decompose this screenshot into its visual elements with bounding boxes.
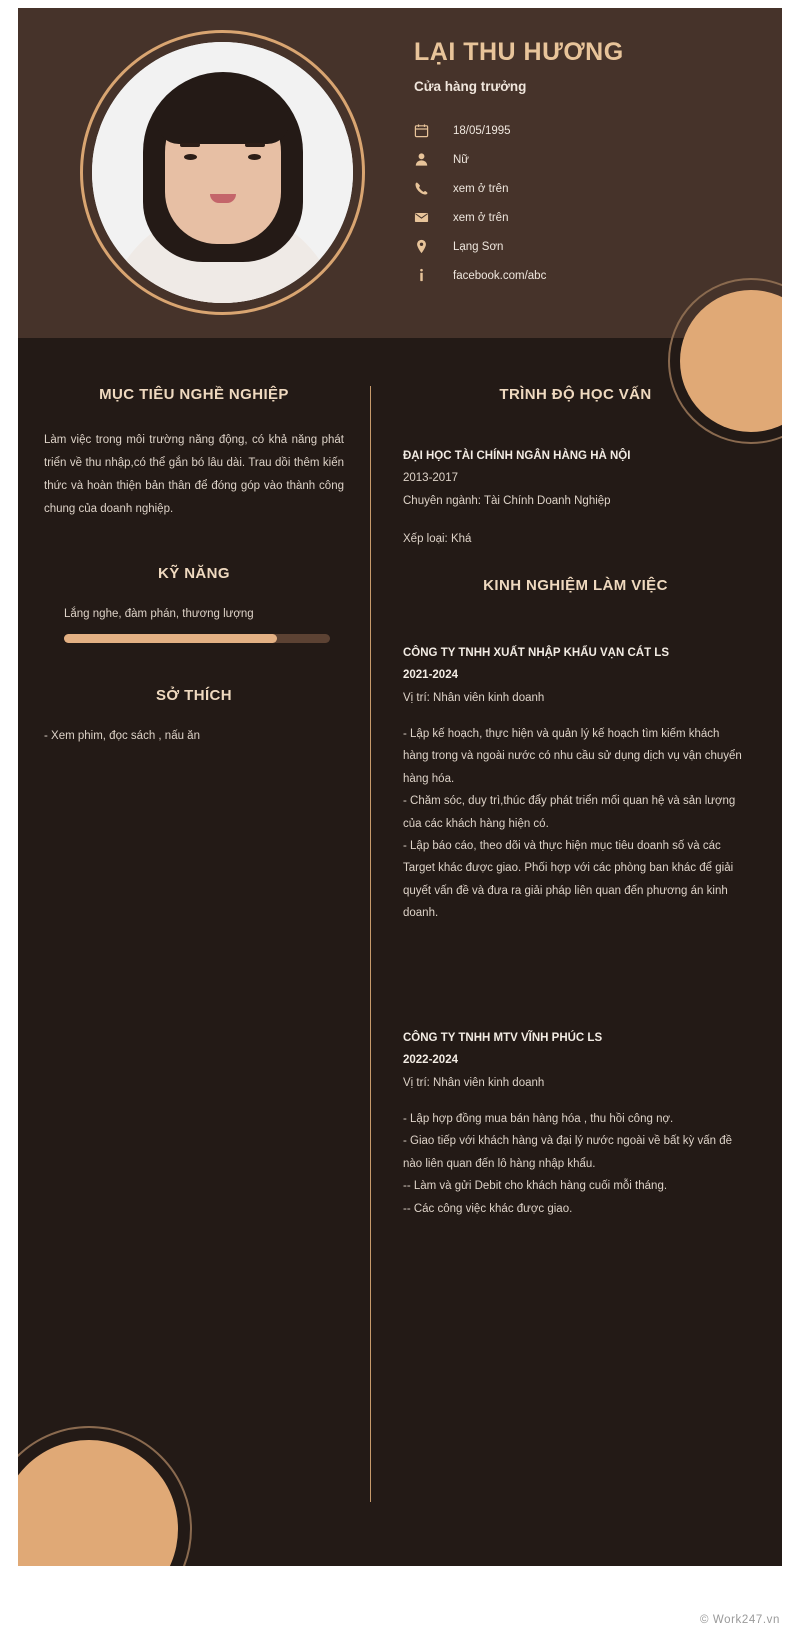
skill-label: Lắng nghe, đàm phán, thương lượng	[64, 608, 254, 620]
skill-bar-track	[64, 634, 330, 643]
candidate-name: LẠI THU HƯƠNG	[414, 38, 624, 66]
section-title-skills: KỸ NĂNG	[158, 565, 230, 582]
location-pin-icon	[414, 239, 444, 254]
experience-years: 2022-2024	[403, 1054, 458, 1067]
avatar	[80, 30, 365, 315]
calendar-icon	[414, 123, 444, 138]
info-icon	[414, 268, 444, 283]
footer-watermark: © Work247.vn	[699, 1614, 780, 1626]
left-column	[18, 338, 370, 1566]
education-rank: Xếp loại: Khá	[403, 533, 472, 546]
experience-company: CÔNG TY TNHH XUẤT NHẬP KHẨU VẠN CÁT LS	[403, 646, 669, 659]
experience-duty: - Chăm sóc, duy trì,thúc đẩy phát triển mối quan hệ và sản lượng của các khách hàng hiện có.	[403, 795, 736, 830]
header-details	[414, 38, 754, 290]
experience-duty: -- Các công việc khác được giao.	[403, 1202, 573, 1215]
education-years: 2013-2017	[403, 472, 458, 485]
experience-duty: - Lập hợp đồng mua bán hàng hóa , thu hồi công nợ.	[403, 1113, 674, 1126]
cv-header	[18, 8, 782, 338]
education-school: ĐẠI HỌC TÀI CHÍNH NGÂN HÀNG HÀ NỘI	[403, 450, 631, 462]
info-row-website	[414, 261, 754, 290]
experience-company: CÔNG TY TNHH MTV VĨNH PHÚC LS	[403, 1031, 603, 1044]
skill-bar-fill	[64, 634, 277, 643]
objective-text: Làm việc trong môi trường năng động, có khả năng phát triển về thu nhập,có thể gắn bó lâu dài. Trau dồi thêm kiến thức và hoàn thiện bản thân để đóng góp vào thành công chung của doanh nghiệp.	[44, 434, 344, 515]
section-title-objective: MỤC TIÊU NGHỀ NGHIỆP	[99, 386, 289, 403]
info-text-phone: xem ở trên	[453, 182, 509, 195]
right-column	[371, 338, 782, 1566]
cv-body	[18, 338, 782, 1566]
experience-duty: - Lập kế hoạch, thực hiện và quản lý kế hoạch tìm kiếm khách hàng trong và ngoài nước có nhu cầu sử dụng dịch vụ vận chuyển hàng hóa.	[403, 727, 742, 785]
section-title-hobby: SỞ THÍCH	[156, 687, 232, 704]
info-row-email	[414, 203, 754, 232]
avatar-image	[92, 42, 353, 303]
education-major: Chuyên ngành: Tài Chính Doanh Nghiệp	[403, 494, 611, 507]
info-text-website: facebook.com/abc	[453, 269, 547, 282]
info-row-gender	[414, 145, 754, 174]
info-row-location	[414, 232, 754, 261]
hobby-text: - Xem phim, đọc sách , nấu ăn	[44, 730, 200, 742]
info-text-email: xem ở trên	[453, 211, 509, 224]
info-row-phone	[414, 174, 754, 203]
info-row-birthdate	[414, 116, 754, 145]
info-text-birthdate: 18/05/1995	[453, 124, 511, 137]
info-text-location: Lạng Sơn	[453, 240, 504, 253]
info-text-gender: Nữ	[453, 153, 470, 166]
experience-duty: -- Làm và gửi Debit cho khách hàng cuối mỗi tháng.	[403, 1180, 668, 1193]
person-icon	[414, 152, 444, 167]
section-title-experience: KINH NGHIỆM LÀM VIỆC	[483, 576, 668, 594]
experience-position: Vị trí: Nhân viên kinh doanh	[403, 691, 545, 704]
experience-item	[403, 642, 748, 925]
section-title-education: TRÌNH ĐỘ HỌC VẤN	[499, 386, 652, 403]
phone-icon	[414, 181, 444, 196]
experience-item	[403, 1027, 748, 1220]
email-icon	[414, 210, 444, 225]
experience-duty: - Giao tiếp với khách hàng và đại lý nước ngoài về bất kỳ vấn đề nào liên quan đến lô hàng nhập khẩu.	[403, 1135, 732, 1170]
cv-document	[18, 8, 782, 1566]
candidate-role: Cửa hàng trưởng	[414, 79, 527, 94]
experience-years: 2021-2024	[403, 669, 458, 682]
experience-position: Vị trí: Nhân viên kinh doanh	[403, 1076, 545, 1089]
experience-duty: - Lập báo cáo, theo dõi và thực hiện mục tiêu doanh số và các Target khác được giao. Phối hợp với các phòng ban khác để giải quyết vấn đề và đưa ra giải pháp liên quan đến phương án kinh doanh.	[403, 840, 734, 920]
